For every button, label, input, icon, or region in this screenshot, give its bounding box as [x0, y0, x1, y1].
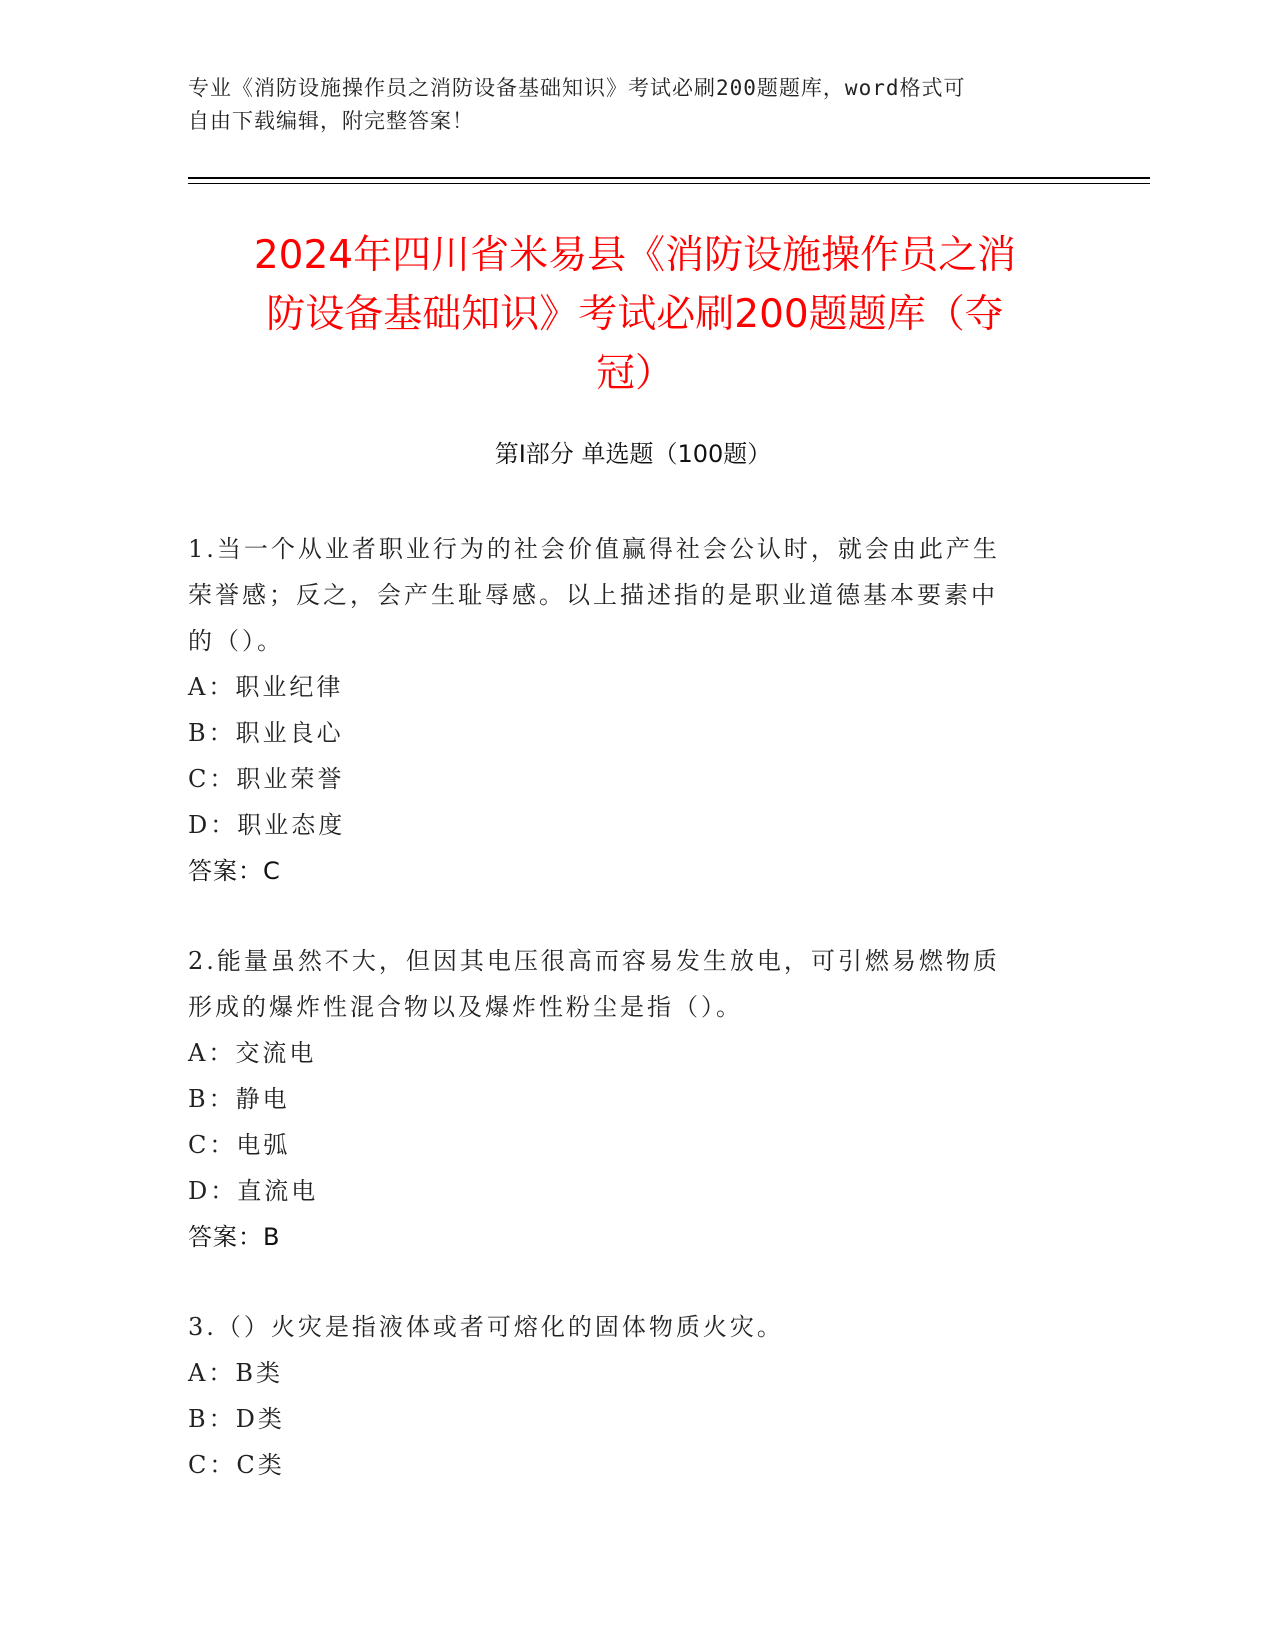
option-b: B：职业良心 [188, 719, 344, 747]
question-stem-line: 2.能量虽然不大，但因其电压很高而容易发生放电，可引燃易燃物质 [188, 947, 1000, 975]
title-line-3: 冠） [595, 351, 674, 396]
answer: 答案：B [188, 1223, 281, 1251]
title-line-2: 防设备基础知识》考试必刷200题题库（夺 [266, 292, 1004, 337]
header-line-2: 自由下载编辑，附完整答案！ [188, 109, 474, 133]
question-stem-line: 形成的爆炸性混合物以及爆炸性粉尘是指（）。 [188, 993, 743, 1021]
option-b: B：D类 [188, 1405, 285, 1433]
header-divider-thin [188, 183, 1150, 184]
question-stem-line: 的（）。 [188, 627, 284, 655]
header-line-1: 专业《消防设施操作员之消防设备基础知识》考试必刷200题题库，word格式可 [188, 76, 966, 100]
question-1 [188, 526, 1068, 894]
option-a: A：B类 [188, 1359, 283, 1387]
option-a: A：职业纪律 [188, 673, 344, 701]
option-d: D：直流电 [188, 1177, 319, 1205]
section-heading: 第Ⅰ部分 单选题（100题） [494, 440, 772, 468]
question-stem-line: 3.（）火灾是指液体或者可熔化的固体物质火灾。 [188, 1313, 784, 1341]
question-stem-line: 1.当一个从业者职业行为的社会价值赢得社会公认时，就会由此产生 [188, 535, 1000, 563]
option-c: C：C类 [188, 1451, 285, 1479]
option-c: C：电弧 [188, 1131, 291, 1159]
header-divider-thick [188, 177, 1150, 179]
option-b: B：静电 [188, 1085, 290, 1113]
option-d: D：职业态度 [188, 811, 346, 839]
question-stem-line: 荣誉感；反之，会产生耻辱感。以上描述指的是职业道德基本要素中 [188, 581, 998, 609]
question-list [188, 526, 1068, 1532]
answer: 答案：C [188, 857, 281, 885]
question-2 [188, 938, 1068, 1260]
option-a: A：交流电 [188, 1039, 317, 1067]
question-3 [188, 1304, 1068, 1488]
page-header [188, 72, 1068, 138]
document-title [190, 226, 1080, 403]
option-c: C：职业荣誉 [188, 765, 345, 793]
title-line-1: 2024年四川省米易县《消防设施操作员之消 [253, 233, 1017, 278]
